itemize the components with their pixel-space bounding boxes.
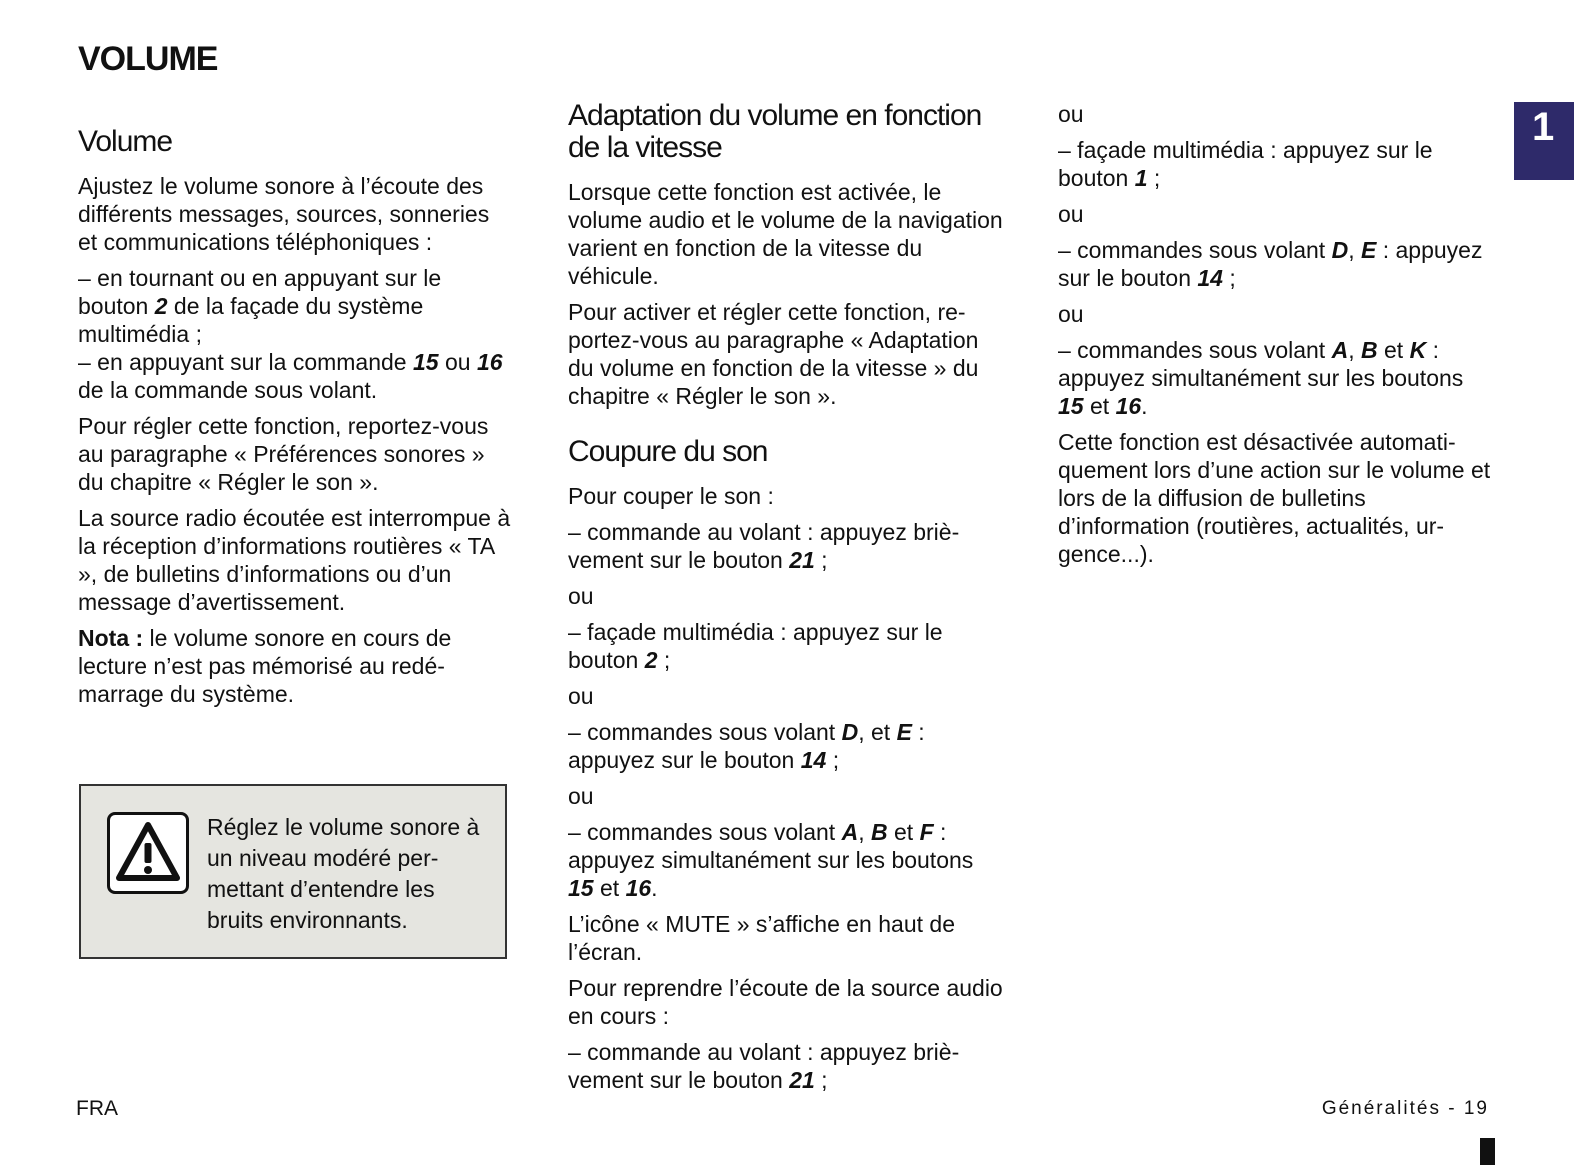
paragraph: Cette fonction est désactivée automatiquement lors d’une action sur le volume et lors de la diffusion de bulletins d’information (routières, actualités, urgence...).	[1058, 429, 1491, 567]
footer-page-number: Généralités - 19	[1321, 1098, 1489, 1119]
list-item: – en appuyant sur la commande 15 ou 16 de la commande sous volant.	[78, 349, 503, 403]
list-item: – commandes sous volant A, B et K : appuyez simultanément sur les boutons 15 et 16.	[1058, 337, 1464, 419]
or-separator: ou	[1058, 101, 1084, 127]
page-edge-marker	[1480, 1138, 1495, 1165]
volume-heading: Volume	[78, 125, 173, 158]
list-item: – commandes sous volant A, B et F : appuyez simultanément sur les boutons 15 et 16.	[568, 819, 974, 901]
paragraph: Pour régler cette fonction, reportez-vous au paragraphe « Préférences sonores » du chapitre « Régler le son ».	[78, 413, 489, 495]
paragraph: Pour activer et régler cette fonction, reportez-vous au paragraphe « Adaptation du volume en fonction de la vitesse » du chapitre « Régler le son ».	[568, 299, 979, 409]
or-separator: ou	[568, 683, 594, 709]
or-separator: ou	[1058, 201, 1084, 227]
list-item: – en tournant ou en appuyant sur le bouton 2 de la façade du système multimédia ;	[78, 265, 442, 347]
or-separator: ou	[568, 583, 594, 609]
list-item: – façade multimédia : appuyez sur le bouton 1 ;	[1058, 137, 1433, 191]
warning-icon	[107, 812, 189, 894]
or-separator: ou	[1058, 301, 1084, 327]
nota-label: Nota :	[78, 625, 144, 651]
list-item: – commande au volant : appuyez brièvement sur le bouton 21 ;	[568, 519, 960, 573]
column-3	[1058, 100, 1493, 576]
nota: Nota : le volume sonore en cours de lecture n’est pas mémorisé au redémarrage du système.	[78, 625, 452, 707]
or-separator: ou	[568, 783, 594, 809]
warning-box	[79, 784, 507, 959]
volume-intro: Ajustez le volume sonore à l’écoute des différents messages, sources, sonneries et communications téléphoniques :	[78, 173, 490, 255]
list-item: – façade multimédia : appuyez sur le bouton 2 ;	[568, 619, 943, 673]
chapter-tab: 1	[1514, 102, 1574, 180]
column-2	[568, 100, 1003, 1102]
warning-text: Réglez le volume sonore à un niveau modéré permettant d’entendre les bruits environnants.	[207, 814, 480, 933]
paragraph: Pour reprendre l’écoute de la source audio en cours :	[568, 975, 1003, 1029]
mute-heading: Coupure du son	[568, 435, 768, 468]
paragraph: La source radio écoutée est interrompue à la réception d’informations routières « TA », de bulletins d’informations ou d’un message d’avertissement.	[78, 505, 511, 615]
list-item: – commandes sous volant D, et E : appuyez sur le bouton 14 ;	[568, 719, 925, 773]
list-item: – commandes sous volant D, E : appuyez sur le bouton 14 ;	[1058, 237, 1483, 291]
footer-language: FRA	[76, 1097, 118, 1120]
paragraph: L’icône « MUTE » s’affiche en haut de l’écran.	[568, 911, 955, 965]
list-item: – commande au volant : appuyez brièvement sur le bouton 21 ;	[568, 1039, 960, 1093]
paragraph: Pour couper le son :	[568, 483, 774, 509]
speed-volume-heading: Adaptation du volume en fonction de la vitesse	[568, 99, 982, 164]
page-title: VOLUME	[78, 40, 218, 78]
column-1	[78, 126, 513, 716]
paragraph: Lorsque cette fonction est activée, le volume audio et le volume de la navigation varient en fonction de la vitesse du véhicule.	[568, 179, 1003, 289]
